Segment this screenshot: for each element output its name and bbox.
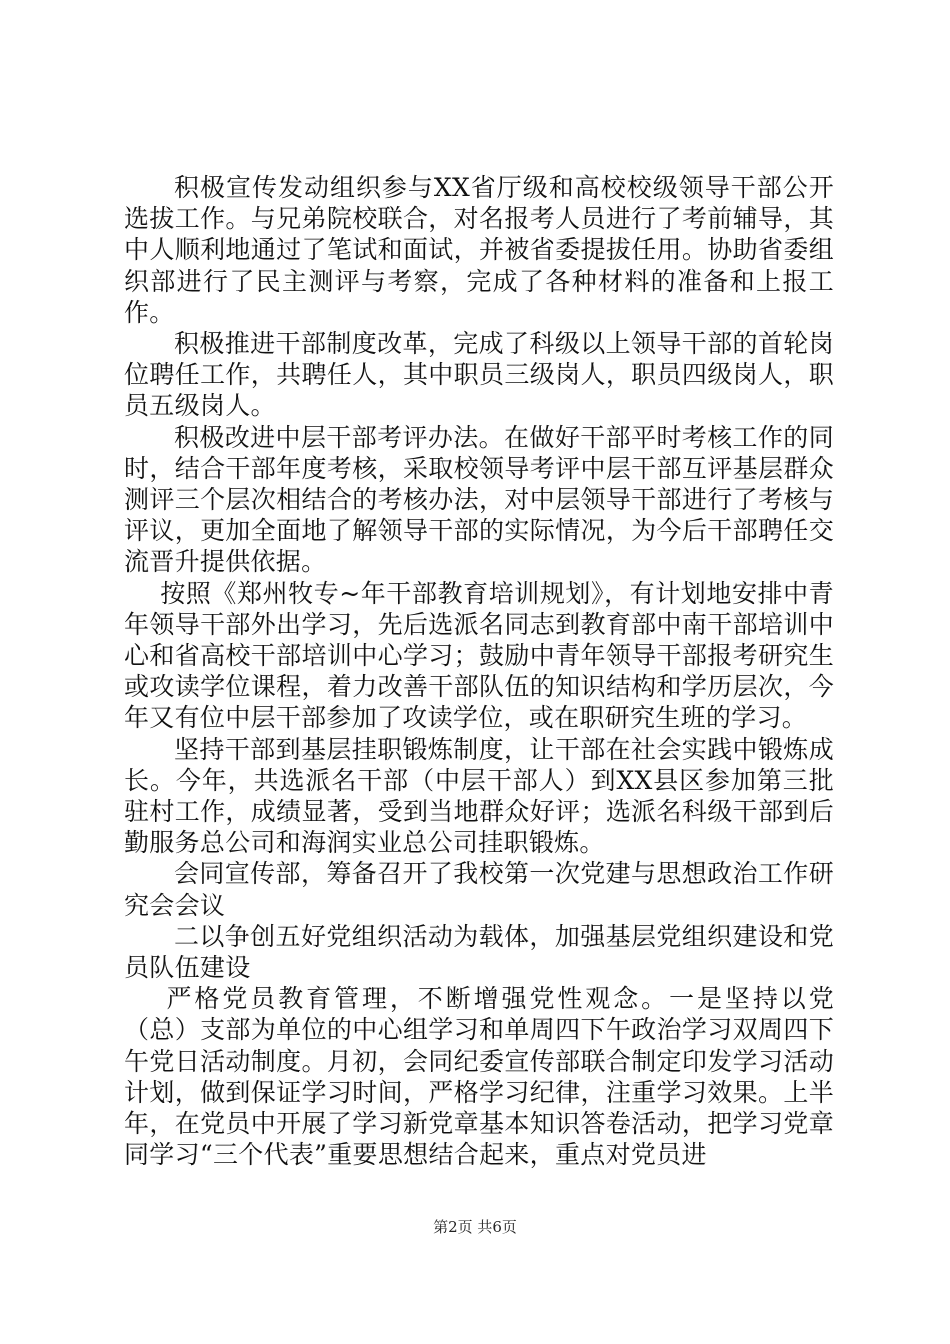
paragraph-party-education: 严格党员教育管理，不断增强党性观念。一是坚持以党（总）支部为单位的中心组学习和单周四下午政治学习双周四下午党日活动制度。月初，会同纪委宣传部联合制定印发学习活动计划，做到保证学习时间，严格学习纪律，注重学习效果。上半年，在党员中开展了学习新党章基本知识答卷活动，把学习党章同学习“三个代表”重要思想结合起来，重点对党员进 (124, 984, 834, 1170)
paragraph-cadre-reform: 积极推进干部制度改革，完成了科级以上领导干部的首轮岗位聘任工作，共聘任人，其中职员三级岗人，职员四级岗人，职员五级岗人。 (124, 329, 834, 421)
section-heading-party-building: 二以争创五好党组织活动为载体，加强基层党组织建设和党员队伍建设 (124, 921, 834, 983)
paragraph-leader-selection: 积极宣传发动组织参与XX省厅级和高校校级领导干部公开选拔工作。与兄弟院校联合，对名报考人员进行了考前辅导，其中人顺利地通过了笔试和面试，并被省委提拔任用。协助省委组织部进行了民主测评与考察，完成了各种材料的准备和上报工作。 (124, 173, 834, 327)
paragraph-evaluation-method: 积极改进中层干部考评办法。在做好干部平时考核工作的同时，结合干部年度考核，采取校领导考评中层干部互评基层群众测评三个层次相结合的考核办法，对中层领导干部进行了考核与评议，更加全面地了解领导干部的实际情况，为今后干部聘任交流晋升提供依据。 (124, 422, 834, 577)
paragraph-training-plan: 按照《郑州牧专~年干部教育培训规划》，有计划地安排中青年领导干部外出学习，先后选派名同志到教育部中南干部培训中心和省高校干部培训中心学习；鼓励中青年领导干部报考研究生或攻读学位课程，着力改善干部队伍的知识结构和学历层次，今年又有位中层干部参加了攻读学位，或在职研究生班的学习。 (124, 578, 834, 733)
paragraph-research-meeting: 会同宣传部，筹备召开了我校第一次党建与思想政治工作研究会会议 (124, 859, 834, 920)
document-body (124, 172, 834, 1171)
paragraph-grassroots-posting: 坚持干部到基层挂职锻炼制度，让干部在社会实践中锻炼成长。今年，共选派名干部（中层干部人）到XX县区参加第三批驻村工作，成绩显著，受到当地群众好评；选派名科级干部到后勤服务总公司和海润实业总公司挂职锻炼。 (124, 734, 834, 858)
page-footer: 第2页 共6页 (433, 1218, 517, 1236)
